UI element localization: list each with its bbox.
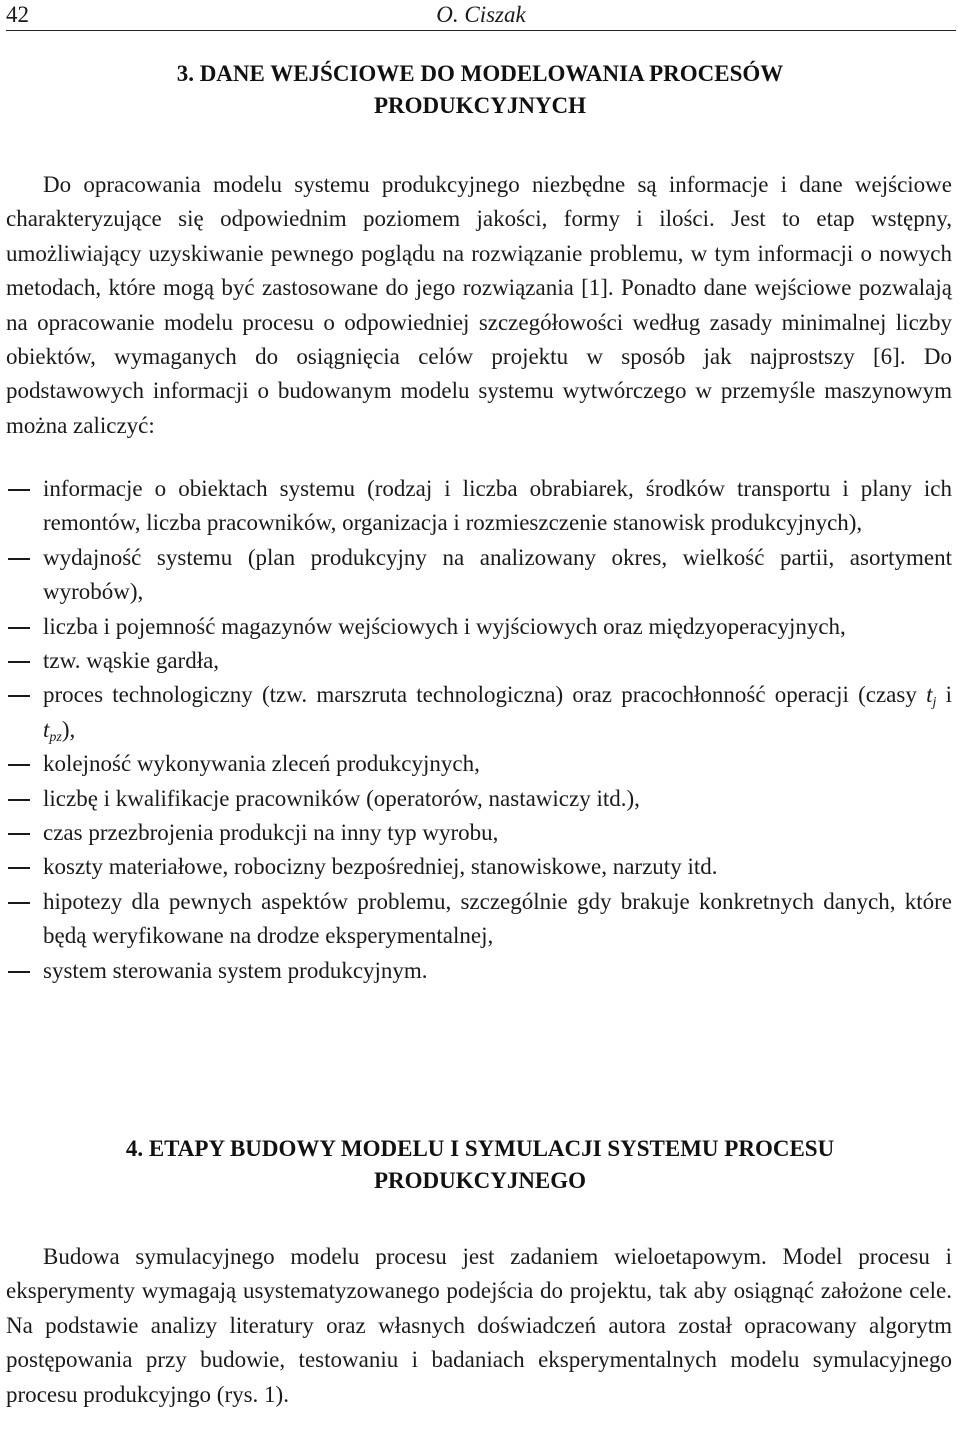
page-number: 42: [6, 2, 29, 27]
section-4-paragraph: Budowa symulacyjnego modelu procesu jest zadaniem wieloetapowym. Model procesu i eksperymenty wymagają usystematyzowanego podejścia do projektu, tak aby osiągnąć założone cele. Na podstawie analizy literatury oraz własnych doświadczeń autora został opracowany algorytm postępowania przy budowie, testowaniu i badaniach eksperymentalnych modelu symulacyjnego procesu produkcyjngo (rys. 1).: [6, 1244, 952, 1407]
list-item: hipotezy dla pewnych aspektów problemu, szczególnie gdy brakuje konkretnych danych, które będą weryfikowane na drodze eksperymentalnej,: [43, 888, 952, 949]
list-item: koszty materiałowe, robocizny bezpośredniej, stanowiskowe, narzuty itd.: [43, 854, 718, 880]
list-item: wydajność systemu (plan produkcyjny na analizowany okres, wielkość partii, asortyment wyrobów),: [43, 544, 952, 605]
section-4-title-line-2: PRODUKCYJNEGO: [373, 1168, 587, 1193]
section-4-title-line-1: 4. ETAPY BUDOWY MODELU I SYMULACJI SYSTEMU PROCESU: [125, 1136, 835, 1161]
symbol-t-pz: $t_{pz}$: [43, 716, 62, 745]
section-3-paragraph: Do opracowania modelu systemu produkcyjnego niezbędne są informacje i dane wejściowe charakteryzujące się odpowiednim poziomem jakości, formy i ilości. Jest to etap wstępny, umożliwiający uzyskiwanie pewnego poglądu na rozwiązanie problemu, w tym informacji o nowych metodach, które mogą być zastosowane do jego rozwiązania [1]. Ponadto dane wejściowe pozwalają na opracowanie modelu procesu o odpowiedniej szczegółowości według zasady minimalnej liczby obiektów, wymaganych do osiągnięcia celów projektu w sposób jak najprostszy [6]. Do podstawowych informacji o budowanym modelu systemu wytwórczego w przemyśle maszynowym można zaliczyć:: [6, 172, 952, 438]
list-item-process: proces technologiczny (tzw. marszruta technologiczna) oraz pracochłonność operacji (czasy $t_j$ i $t_{pz}$),: [43, 682, 952, 745]
list-item: kolejność wykonywania zleceń produkcyjnych,: [43, 751, 480, 777]
list-item: czas przezbrojenia produkcji na inny typ wyrobu,: [43, 820, 499, 846]
section-4-heading: [60, 1133, 900, 1197]
page-header: [6, 0, 956, 31]
list-item: tzw. wąskie gardła,: [43, 648, 220, 674]
section-3-title-line-2: PRODUKCYJNYCH: [373, 93, 587, 118]
input-data-list: [6, 472, 952, 988]
section-3-heading: [60, 58, 900, 122]
symbol-t-j: $t_j$: [926, 682, 937, 711]
list-item: system sterowania system produkcyjnym.: [43, 957, 428, 983]
list-item: informacje o obiektach systemu (rodzaj i liczba obrabiarek, środków transportu i plany ich remontów, liczba pracowników, organizacja i rozmieszczenie stanowisk produkcyjnych),: [43, 476, 952, 536]
section-3-title-line-1: 3. DANE WEJŚCIOWE DO MODELOWANIA PROCESÓW: [176, 61, 784, 86]
list-item: liczbę i kwalifikacje pracowników (operatorów, nastawiczy itd.),: [43, 785, 640, 811]
list-item: liczba i pojemność magazynów wejściowych i wyjściowych oraz międzyoperacyjnych,: [43, 613, 846, 639]
running-author: O. Ciszak: [436, 2, 526, 27]
